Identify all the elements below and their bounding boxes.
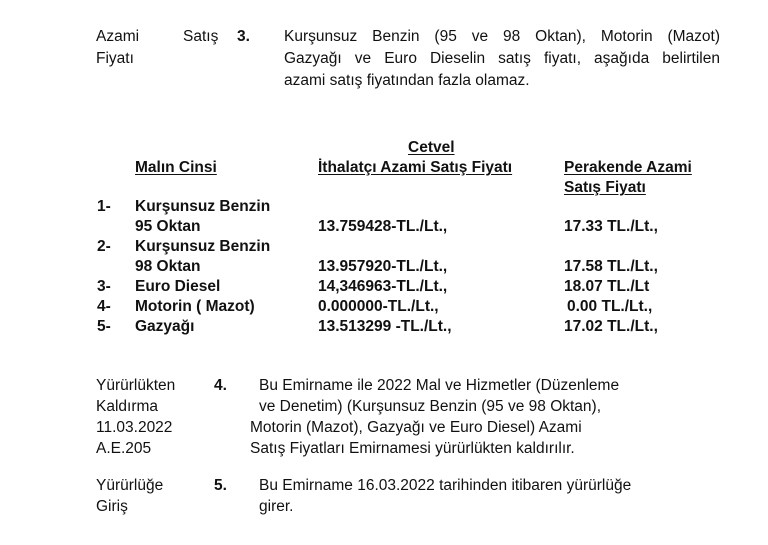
row-4-product: Motorin ( Mazot) bbox=[135, 298, 255, 315]
row-5-retail-price: 17.02 TL./Lt., bbox=[564, 318, 658, 335]
section-5-number: 5. bbox=[214, 477, 227, 494]
section-5-side-line-1: Yürürlüğe bbox=[96, 477, 164, 494]
row-2-importer-price: 13.957920-TL./Lt., bbox=[318, 258, 448, 275]
section-5-side-line-2: Giriş bbox=[96, 498, 128, 515]
row-5-importer-price: 13.513299 -TL./Lt., bbox=[318, 318, 452, 335]
row-4-retail-price: 0.00 TL./Lt., bbox=[567, 298, 653, 315]
row-1-importer-price: 13.759428-TL./Lt., bbox=[318, 218, 448, 235]
header-retail-line-1: Perakende Azami bbox=[564, 159, 692, 176]
section-4-line-1: Bu Emirname ile 2022 Mal ve Hizmetler (Düzenleme bbox=[259, 377, 620, 394]
row-5-number: 5- bbox=[97, 318, 111, 335]
section-4-side-line-4: A.E.205 bbox=[96, 440, 152, 457]
header-importer-price: İthalatçı Azami Satış Fiyatı bbox=[318, 159, 513, 176]
section-4-number: 4. bbox=[214, 377, 227, 394]
section-4-line-2: ve Denetim) (Kurşunsuz Benzin (95 ve 98 Oktan), bbox=[259, 398, 602, 415]
row-2-number: 2- bbox=[97, 238, 111, 255]
section-3-side-label-fiyati: Fiyatı bbox=[96, 50, 134, 67]
header-product: Malın Cinsi bbox=[135, 159, 217, 176]
row-2-product-line-1: Kurşunsuz Benzin bbox=[135, 238, 271, 255]
row-1-number: 1- bbox=[97, 198, 111, 215]
section-3-side-label-azami: Azami bbox=[96, 28, 140, 45]
section-3-line-1: Kurşunsuz Benzin (95 ve 98 Oktan), Motorin (Mazot) bbox=[284, 28, 720, 45]
section-3-side-label-satis: Satış bbox=[183, 28, 219, 45]
row-1-retail-price: 17.33 TL./Lt., bbox=[564, 218, 658, 235]
section-4-line-3: Motorin (Mazot), Gazyağı ve Euro Diesel) Azami bbox=[250, 419, 582, 436]
row-4-number: 4- bbox=[97, 298, 111, 315]
row-4-importer-price: 0.000000-TL./Lt., bbox=[318, 298, 439, 315]
row-3-number: 3- bbox=[97, 278, 111, 295]
section-3-number: 3. bbox=[237, 28, 250, 45]
section-4-side-line-3: 11.03.2022 bbox=[96, 419, 173, 436]
section-3-line-3: azami satış fiyatından fazla olamaz. bbox=[284, 72, 530, 89]
section-4-side-line-1: Yürürlükten bbox=[96, 377, 176, 394]
section-4-line-4: Satış Fiyatları Emirnamesi yürürlükten kaldırılır. bbox=[250, 440, 575, 457]
section-4-side-line-2: Kaldırma bbox=[96, 398, 159, 415]
row-1-product-line-2: 95 Oktan bbox=[135, 218, 201, 235]
row-2-product-line-2: 98 Oktan bbox=[135, 258, 201, 275]
row-3-product: Euro Diesel bbox=[135, 278, 221, 295]
row-5-product: Gazyağı bbox=[135, 318, 195, 335]
row-3-importer-price: 14,346963-TL./Lt., bbox=[318, 278, 448, 295]
row-3-retail-price: 18.07 TL./Lt bbox=[564, 278, 650, 295]
header-retail-line-2: Satış Fiyatı bbox=[564, 179, 646, 196]
section-5-line-2: girer. bbox=[259, 498, 294, 515]
table-caption: Cetvel bbox=[408, 139, 455, 156]
row-2-retail-price: 17.58 TL./Lt., bbox=[564, 258, 658, 275]
row-1-product-line-1: Kurşunsuz Benzin bbox=[135, 198, 271, 215]
section-5-line-1: Bu Emirname 16.03.2022 tarihinden itibaren yürürlüğe bbox=[259, 477, 632, 494]
section-3-line-2: Gazyağı ve Euro Dieselin satış fiyatı, aşağıda belirtilen bbox=[284, 50, 720, 67]
